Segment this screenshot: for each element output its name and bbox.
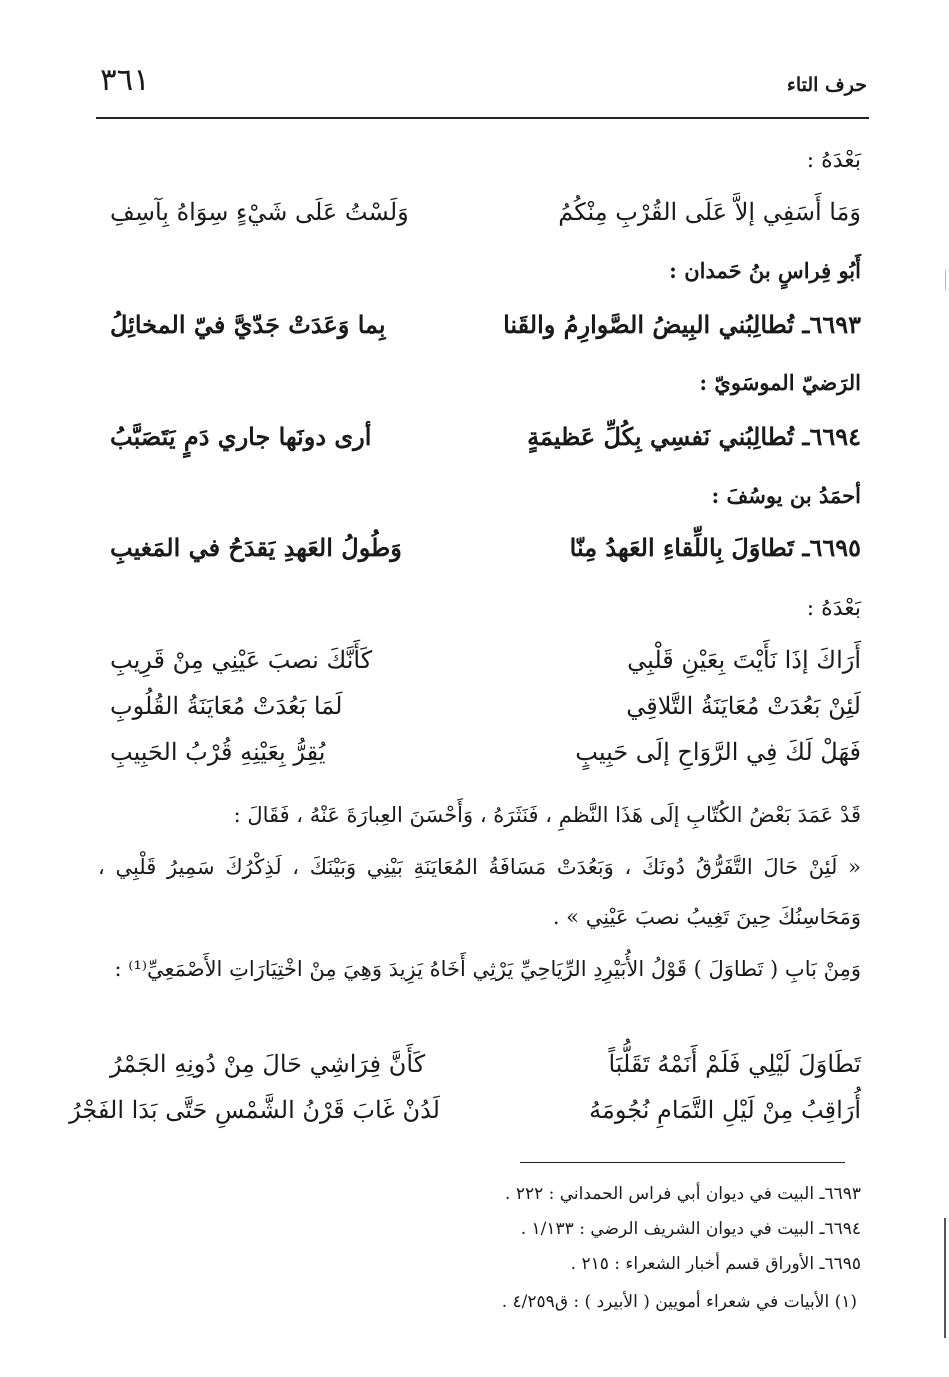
prose-paragraph: وَمِنْ بَابِ ( تَطاوَلَ ) قَوْلُ الأُبَيْرِدِ الرِّيَاحِيِّ يَرْثِي أَخَاهُ يَزِيدَ وَهِيَ مِنْ اخْتِيَارَاتِ الأَصْمَعِيِّ⁽¹⁾ :: [114, 957, 861, 981]
verse-second-hemistich: كَأَنَّ فِرَاشِي حَالَ مِنْ دُونِهِ الجَمْرُ: [110, 1050, 426, 1078]
verse-line: [110, 198, 861, 238]
page-header: [100, 62, 867, 102]
prose-paragraph: قَدْ عَمَدَ بَعْضُ الكُتّابِ إلَى هَذَا النَّظمِ ، فَنَثَرَهُ ، وَأَحْسَنَ العِبارَةَ عَنْهُ ، فَقَالَ :: [233, 803, 861, 827]
verse-first-hemistich: تَطَاوَلَ لَيْلِي فَلَمْ أَنَمْهُ تَقَلُّبَاً: [608, 1050, 861, 1078]
poet-name: أحمَدُ بن يوسُفَ :: [711, 483, 861, 508]
continuation-label: بَعْدَهُ :: [806, 148, 861, 173]
verse-line: [110, 646, 861, 686]
footnote: ٦٦٩٥ـ الأوراق قسم أخبار الشعراء : ٢١٥ .: [570, 1254, 861, 1274]
verse-first-hemistich: ٦٦٩٤ـ تُطالِبُني نَفسِي بِكُلِّ عَظيمَةٍ: [527, 422, 861, 451]
verse-first-hemistich: أَرَاكَ إذَا نَأَيْتَ بِعَيْنِ قَلْبِي: [627, 646, 861, 674]
verse-line: [110, 738, 861, 778]
verse-first-hemistich: ٦٦٩٥ـ تَطاوَلَ بِاللِّقاءِ العَهدُ مِنّا: [569, 533, 861, 562]
verse-second-hemistich: أرى دونَها جاري دَمٍ يَتَصَبَّبُ: [110, 422, 372, 451]
verse-first-hemistich: أُرَاقِبُ مِنْ لَيْلِ التَّمَامِ نُجُومَهُ: [589, 1096, 861, 1124]
verse-first-hemistich: ٦٦٩٣ـ تُطالِبُني البِيضُ الصَّوارِمُ والقَنا: [503, 310, 861, 339]
verse-second-hemistich: يُقِرُّ بِعَيْنِهِ قُرْبُ الحَبِيبِ: [110, 738, 326, 766]
verse-line: [69, 1096, 861, 1136]
verse-second-hemistich: بِما وَعَدَتْ جَدّيَّ فيّ المخائِلُ: [110, 310, 386, 339]
verse-line: [110, 533, 861, 573]
verse-first-hemistich: لَئِنْ بَعُدَتْ مُعَايَنَةُ التَّلاقِي: [626, 692, 861, 720]
verse-first-hemistich: وَمَا أَسَفِي إلاَّ عَلَى القُرْبِ مِنْكُمُ: [558, 198, 861, 226]
verse-second-hemistich: لَمَا بَعُدَتْ مُعَايَنَةُ القُلُوبِ: [110, 692, 343, 720]
poet-name: أَبُو فِراسٍ بنُ حَمدان :: [669, 258, 861, 283]
verse-line: [110, 310, 861, 350]
verse-line: [110, 422, 861, 462]
footnote: (١) الأبيات في شعراء أمويين ( الأبيرد ) : ق٤/٢٥٩ .: [501, 1292, 857, 1312]
footnote: ٦٦٩٤ـ البيت في ديوان الشريف الرضي : ١/١٣٣ .: [520, 1219, 861, 1239]
header-rule: [96, 117, 869, 119]
verse-second-hemistich: وَلَسْتُ عَلَى شَيْءٍ سِوَاهُ بِآسِفِ: [110, 198, 409, 226]
continuation-label: بَعْدَهُ :: [806, 596, 861, 621]
verse-second-hemistich: لَدُنْ غَابَ قَرْنُ الشَّمْسِ حَتَّى بَدَا الفَجْرُ: [69, 1096, 440, 1124]
page-edge-mark: [944, 1218, 946, 1338]
footnote-rule: [520, 1162, 845, 1163]
verse-first-hemistich: فَهَلْ لَكَ فِي الرَّوَاحِ إلَى حَبِيبٍ: [575, 738, 861, 766]
prose-paragraph: « لَئِنْ حَالَ التَّفَرُّقُ دُونَكَ ، وَبَعُدَتْ مَسَافَةُ المُعَايَنَةِ بَيْنِي وَبَيْنَكَ ، لَذِكْرُكَ سَمِيرُ قَلْبِي ، وَمَحَاسِنُكَ حِينَ تَغِيبُ نصبَ عَيْنِي » .: [98, 855, 861, 929]
verse-line: [110, 692, 861, 732]
footnote: ٦٦٩٣ـ البيت في ديوان أبي فراس الحمداني : ٢٢٢ .: [505, 1184, 861, 1204]
poet-name: الرَضيّ الموسَويّ :: [699, 370, 861, 395]
verse-second-hemistich: وَطُولُ العَهدِ يَقدَحُ في المَغيبِ: [110, 533, 402, 562]
page-edge-mark: [945, 270, 946, 290]
chapter-title: حرف التاء: [786, 74, 867, 96]
verse-line: [110, 1050, 861, 1090]
page-number: ٣٦١: [100, 62, 150, 98]
verse-second-hemistich: كَأَنَّكَ نصبَ عَيْنِي مِنْ قَرِيبِ: [110, 646, 373, 674]
